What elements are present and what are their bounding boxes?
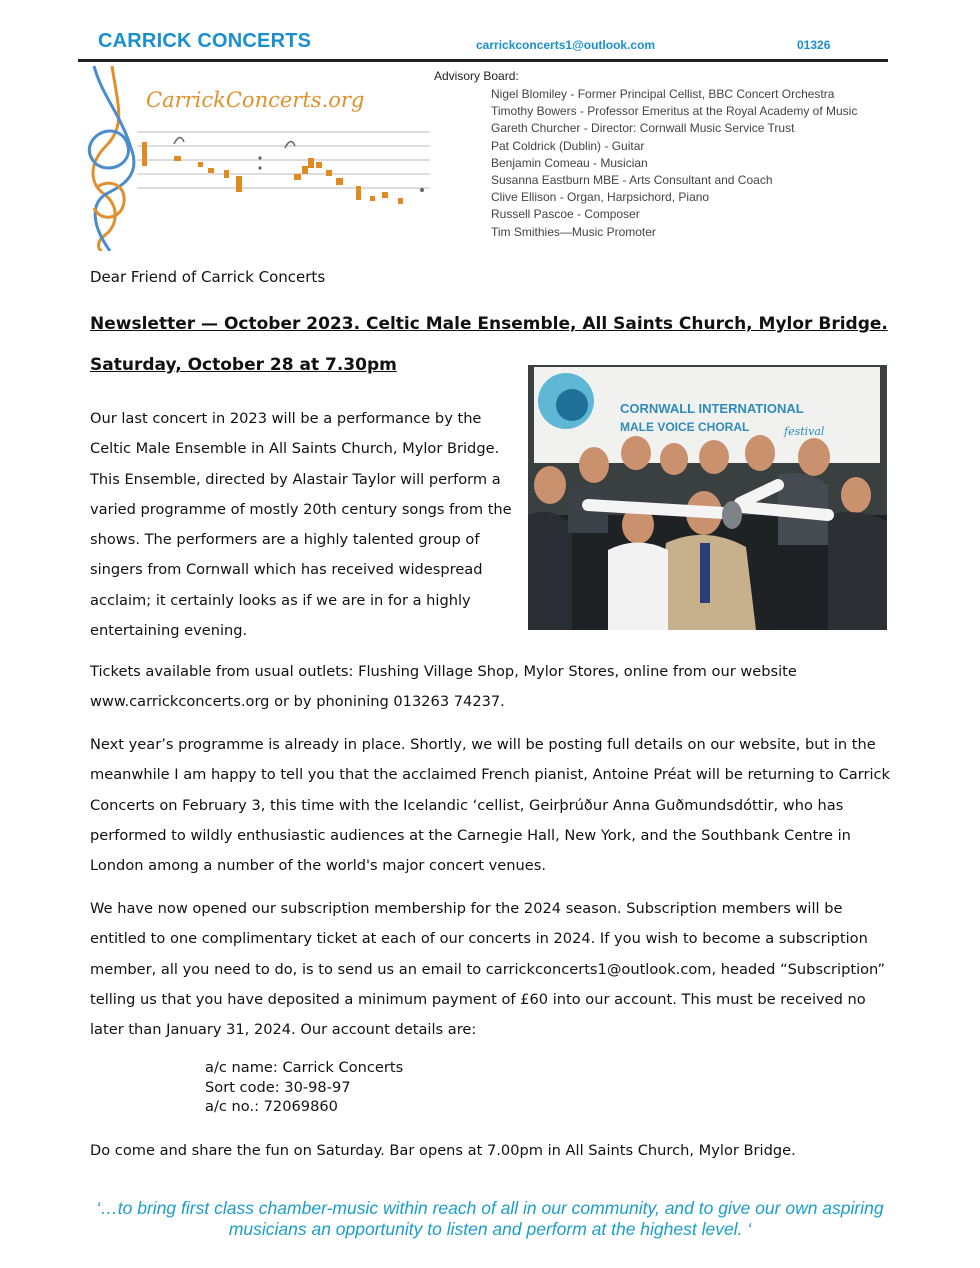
advisory-member: Pat Coldrick (Dublin) - Guitar: [491, 138, 645, 153]
advisory-member: Benjamin Comeau - Musician: [491, 155, 648, 170]
advisory-member: Susanna Eastburn MBE - Arts Consultant and Coach: [491, 173, 773, 188]
banner-text-line1: CORNWALL INTERNATIONAL: [620, 401, 804, 416]
newsletter-headline: Newsletter — October 2023. Celtic Male Ensemble, All Saints Church, Mylor Bridge.: [90, 314, 888, 334]
advisory-board-list: [491, 86, 857, 241]
advisory-member: Russell Pascoe - Composer: [491, 207, 640, 222]
paragraph-concert: Our last concert in 2023 will be a performance by the Celtic Male Ensemble in All Saints Church, Mylor Bridge. This Ensemble, directed by Alastair Taylor will perform a varied programme of mostly 20th century songs from the shows. The performers are a highly talented group of singers from Cornwall which has received widespread acclaim; it certainly looks as if we are in for a highly entertaining evening.: [90, 410, 512, 640]
paragraph-closing: Do come and share the fun on Saturday. Bar opens at 7.00pm in All Saints Church, Mylor Bridge.: [90, 1142, 796, 1159]
account-name: a/c name: Carrick Concerts: [205, 1059, 404, 1076]
header-phone: 01326: [797, 38, 831, 52]
ensemble-photo: [528, 365, 887, 630]
advisory-member: Gareth Churcher - Director: Cornwall Music Service Trust: [491, 121, 795, 136]
advisory-member: Nigel Blomiley - Former Principal Cellist, BBC Concert Orchestra: [491, 87, 835, 101]
paragraph-tickets: Tickets available from usual outlets: Flushing Village Shop, Mylor Stores, online from our website www.carrickconcerts.org or by phonining 013263 74237.: [90, 663, 797, 711]
knot-icon: [89, 66, 134, 251]
account-number: a/c no.: 72069860: [205, 1098, 338, 1115]
banner-text-line2: MALE VOICE CHORAL: [620, 420, 750, 434]
advisory-member: Tim Smithies—Music Promoter: [491, 224, 656, 239]
advisory-member: Timothy Bowers - Professor Emeritus at the Royal Academy of Music: [491, 104, 858, 119]
letter-greeting: Dear Friend of Carrick Concerts: [90, 268, 326, 286]
header-title: CARRICK CONCERTS: [98, 30, 312, 52]
logo-website-text: CarrickConcerts.org: [146, 88, 365, 112]
header-email[interactable]: carrickconcerts1@outlook.com: [476, 38, 656, 52]
music-notes: [142, 137, 424, 204]
trophy-icon: [722, 501, 742, 529]
account-sort-code: Sort code: 30-98-97: [205, 1078, 351, 1096]
account-details: [205, 1058, 403, 1117]
concert-date: Saturday, October 28 at 7.30pm: [90, 355, 397, 375]
advisory-member: Clive Ellison - Organ, Harpsichord, Piano: [491, 190, 710, 205]
paragraph-subscription: We have now opened our subscription membership for the 2024 season. Subscription members will be entitled to one complimentary ticket at each of our concerts in 2024. If you wish to become a subscription member, all you need to do, is to send us an email to carrickconcerts1@outlook.com, headed “Subscription” telling us that you have deposited a minimum payment of £60 into our account. This must be received no later than January 31, 2024. Our account details are:: [90, 900, 886, 1039]
header-rule: [78, 59, 888, 62]
advisory-board-title: Advisory Board:: [434, 69, 519, 83]
paragraph-next-year: Next year’s programme is already in place. Shortly, we will be posting full details on our website, but in the meanwhile I am happy to tell you that the acclaimed French pianist, Antoine Préat will be returning to Carrick Concerts on February 3, this time with the Icelandic ‘cellist, Geirþrúður Anna Guðmundsdóttir, who has performed to wildly enthusiastic audiences at the Carnegie Hall, New York, and the Southbank Centre in London among a number of the world's major concert venues.: [90, 736, 891, 875]
mission-quote: ‘…to bring first class chamber-music within reach of all in our community, and to give our own aspiring musicians an opportunity to listen and perform at the highest level. ‘: [96, 1198, 884, 1239]
banner-text-script: festival: [784, 425, 825, 438]
